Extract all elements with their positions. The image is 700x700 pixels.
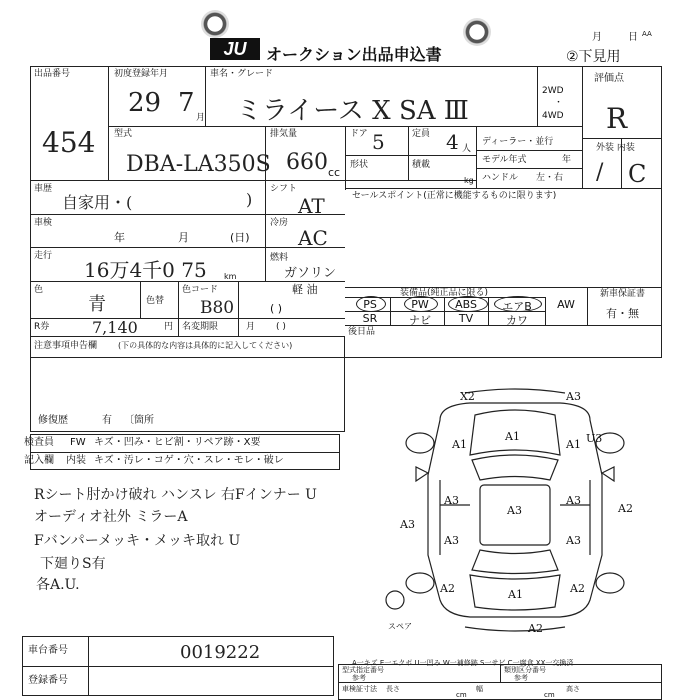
- expiry-label: 名変期限: [182, 322, 219, 332]
- cooling-value: AC: [298, 226, 328, 250]
- mileage-value: 16万4千0 75: [84, 258, 207, 282]
- form-title: オークション出品申込書: [266, 45, 442, 64]
- damage-mark: A3: [444, 534, 459, 547]
- punch-hole: [201, 10, 229, 38]
- damage-mark: A1: [452, 438, 467, 451]
- ext-int-label: 外装 内装: [596, 143, 635, 153]
- drive-2wd: 2WD: [542, 86, 564, 96]
- selected-mark: [404, 296, 438, 312]
- load-unit: kg: [464, 176, 474, 185]
- model-year-unit: 年: [562, 155, 572, 165]
- drive-4wd: 4WD: [542, 111, 564, 121]
- category-no-label: 類別区分番号: [504, 666, 546, 674]
- damage-mark: A2: [618, 502, 633, 515]
- color-change-label: 色替: [146, 296, 165, 306]
- warranty-label: 新車保証書: [600, 289, 646, 299]
- damage-mark: A3: [507, 504, 522, 517]
- equip-airbag: エアB: [502, 300, 532, 313]
- entry-label: 記入欄: [24, 455, 54, 466]
- damage-mark: A3: [566, 534, 581, 547]
- handwritten-note: オーディオ社外 ミラーA: [34, 509, 188, 525]
- handwritten-note: Fバンパーメッキ・メッキ取れ U: [34, 533, 241, 549]
- am-label: AA: [642, 30, 652, 38]
- handwritten-note: 各A.U.: [36, 577, 80, 593]
- color-code-label: 色コード: [182, 285, 219, 295]
- equip-pw: PW: [411, 298, 429, 311]
- listing-no-label: 出品番号: [34, 69, 71, 79]
- body-use-label: 車歴: [34, 184, 53, 194]
- damage-mark: A3: [566, 390, 581, 403]
- category-ref-label: 参考: [514, 674, 528, 682]
- dim-label: 車検証寸法: [342, 685, 377, 693]
- handle-value: 左・右: [536, 173, 564, 183]
- name-grade-label: 車名・グレード: [210, 69, 274, 79]
- mileage-label: 走行: [34, 251, 53, 261]
- first-reg-label: 初度登録年月: [114, 69, 169, 79]
- drive-dot: ・: [554, 98, 564, 108]
- damage-mark: A3: [444, 494, 459, 507]
- shift-label: シフト: [270, 184, 298, 194]
- damage-mark: A3: [400, 518, 415, 531]
- equip-leather: カワ: [506, 314, 528, 327]
- width-label: 幅: [476, 685, 483, 693]
- displacement-value: 660: [286, 150, 328, 175]
- first-reg-month-unit: 月: [196, 113, 206, 123]
- equip-tv: TV: [458, 312, 474, 325]
- exterior-mark: /: [596, 160, 604, 185]
- ju-logo: JU: [210, 38, 260, 60]
- damage-mark: A2: [440, 582, 455, 595]
- declaration-label: 注意事項申告欄: [34, 341, 98, 351]
- selected-mark: [448, 296, 488, 312]
- copy-label: ②下見用: [566, 49, 621, 65]
- fuel-label: 燃料: [270, 253, 289, 263]
- type-designation-label: 型式指定番号: [342, 666, 384, 674]
- inspection-label: 車検: [34, 218, 53, 228]
- equipment-label: 装備品(純正品に限る): [400, 288, 489, 298]
- recycle-amount: 7,140: [92, 318, 138, 337]
- inspection-year: 年: [114, 231, 125, 244]
- inspection-month: 月: [178, 231, 189, 244]
- load-label: 積載: [412, 160, 431, 170]
- listing-no: 454: [42, 126, 96, 159]
- doors-label: ドア: [350, 129, 368, 139]
- type-ref-label: 参考: [352, 674, 366, 682]
- first-reg-year: 29: [128, 88, 162, 118]
- height-label: 高さ: [566, 685, 580, 693]
- selected-mark: [356, 296, 386, 312]
- equip-ps: PS: [363, 298, 377, 311]
- capacity-value: 4: [446, 130, 459, 154]
- expiry-month: 月: [246, 322, 256, 332]
- repair-location: 〔箇所: [124, 415, 154, 426]
- shift-value: AT: [298, 194, 325, 218]
- capacity-label: 定員: [412, 129, 431, 139]
- interior-grade: C: [628, 160, 647, 188]
- displacement-unit: cc: [328, 166, 341, 179]
- color-value: 青: [88, 294, 106, 315]
- first-reg-month: 7: [178, 88, 195, 118]
- handwritten-note: 下廻りS有: [40, 556, 106, 572]
- declaration-note: (下の具体的な内容は具体的に記入してください): [118, 341, 293, 350]
- inspector-label: 検査員: [24, 437, 54, 448]
- fuel-value: ガソリン: [284, 266, 337, 281]
- equip-aw: AW: [557, 298, 575, 311]
- damage-mark: X2: [460, 390, 475, 403]
- model-code: DBA-LA350S: [126, 152, 271, 177]
- selected-mark: [494, 296, 542, 312]
- capacity-unit: 人: [462, 144, 472, 154]
- repair-label: 修復歴: [38, 415, 68, 426]
- plate-no-label: 車台番号: [28, 645, 68, 656]
- shape-label: 形状: [350, 160, 369, 170]
- equip-sr: SR: [362, 312, 378, 325]
- doors-value: 5: [372, 130, 385, 154]
- spare-label: スペア: [388, 622, 412, 631]
- day-label: 日: [628, 32, 638, 43]
- handle-label: ハンドル: [482, 173, 519, 183]
- fw-label: FW: [70, 437, 86, 448]
- name-grade: ミライース X SA Ⅲ: [236, 96, 469, 126]
- equip-abs: ABS: [455, 298, 477, 311]
- fuel-paren: ( ): [270, 302, 283, 315]
- evaluation-label: 評価点: [594, 73, 624, 84]
- reg-no-label: 登録番号: [28, 675, 68, 686]
- expiry-paren: ( ): [276, 322, 286, 332]
- repair-value: 有: [102, 415, 112, 426]
- equip-navi: ナビ: [409, 314, 431, 327]
- fuel-alt: 軽 油: [292, 283, 318, 296]
- displacement-label: 排気量: [270, 129, 298, 139]
- entry-items: キズ・汚レ・コゲ・穴・スレ・モレ・破レ: [94, 455, 284, 466]
- dealer-label: ディーラー・並行: [482, 137, 554, 147]
- dim-unit: cm: [544, 691, 555, 699]
- recycle-label: R券: [34, 322, 50, 332]
- damage-mark: A2: [528, 622, 543, 635]
- handwritten-note: Rシート肘かけ破れ ハンスレ 右Fインナー U: [34, 487, 317, 503]
- aftermarket-label: 後日品: [348, 327, 376, 337]
- damage-legend: A一キズ E一エクボ U一凹み W一補修跡 S一サビ C一腐食 XX一交換済: [352, 659, 574, 667]
- cooling-label: 冷房: [270, 218, 289, 228]
- damage-mark: A1: [505, 430, 520, 443]
- recycle-unit: 円: [164, 322, 174, 332]
- length-label: 長さ: [386, 685, 400, 693]
- evaluation-score: R: [606, 102, 628, 135]
- inspector-items: キズ・凹み・ヒビ割・リペア跡・X要: [94, 437, 261, 448]
- inspection-day: (日): [230, 231, 250, 244]
- body-use-value: 自家用・(: [62, 193, 133, 212]
- interior-label: 内装: [66, 455, 86, 466]
- warranty-value: 有・無: [606, 307, 639, 320]
- punch-hole: [463, 18, 491, 46]
- sales-point-label: セールスポイント(正常に機能するものに限ります): [352, 191, 557, 201]
- color-code-value: B80: [200, 298, 235, 318]
- damage-mark: A1: [508, 588, 523, 601]
- model-label: 型式: [114, 129, 133, 139]
- model-year-label: モデル年式: [482, 155, 527, 165]
- damage-mark: A1: [566, 438, 581, 451]
- damage-mark: A2: [570, 582, 585, 595]
- body-use-close: ): [246, 190, 253, 209]
- color-label: 色: [34, 285, 44, 295]
- plate-no: 0019222: [180, 642, 261, 663]
- damage-mark: U3: [586, 432, 603, 445]
- damage-mark: A3: [566, 494, 581, 507]
- mileage-unit: km: [224, 272, 237, 281]
- dim-unit: cm: [456, 691, 467, 699]
- month-label: 月: [592, 32, 602, 43]
